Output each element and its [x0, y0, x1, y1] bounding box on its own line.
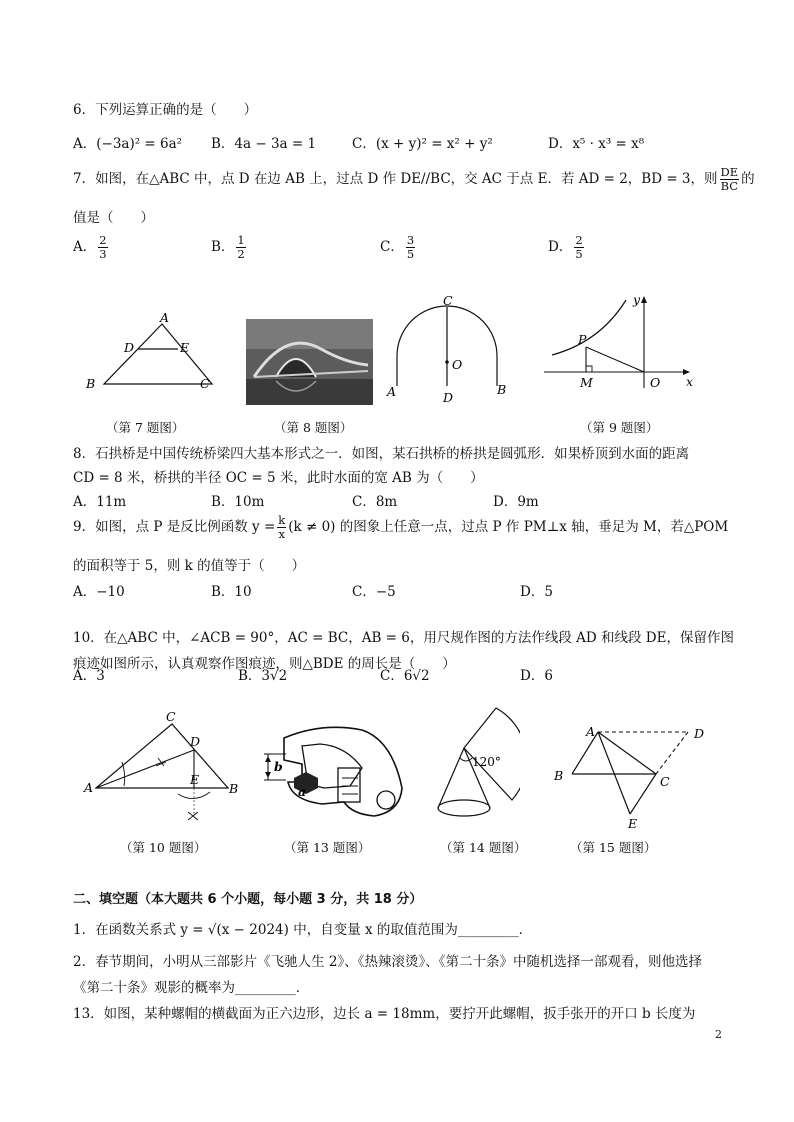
fig10-label-b: B	[229, 781, 239, 796]
fill-q13: 13．如图，某种螺帽的横截面为正六边形，边长 a = 18mm，要拧开此螺帽，扳手张开的开口 b 长度为	[73, 1006, 696, 1022]
fill-q2-line-2: 《第二十条》观影的概率为_________．	[73, 980, 310, 996]
figure-13-caption: （第 13 题图）	[284, 840, 371, 855]
arch-label-c: C	[443, 294, 453, 308]
q6-option-d: D．x⁵ · x³ = x⁸	[548, 136, 645, 152]
fig9-label-x: x	[686, 374, 694, 389]
fig7-label-d: D	[124, 340, 135, 355]
q7-stem-2: 值是（ ）	[73, 210, 154, 226]
figure-8-caption: （第 8 题图）	[274, 420, 353, 435]
section-2-title: 二、填空题（本大题共 6 个小题，每小题 3 分，共 18 分）	[73, 892, 423, 907]
figure-10-construction	[82, 708, 242, 826]
fig10-label-d: D	[190, 734, 201, 749]
q9-option-b: B．10	[211, 584, 252, 600]
q10-option-b: B．3√2	[238, 668, 288, 684]
q8-option-d: D．9m	[493, 494, 539, 510]
q6-option-b: B．4a − 3a = 1	[211, 136, 317, 152]
q7-option-a: A． $\frac{2}{3}$	[73, 233, 107, 261]
fig15-label-c: C	[660, 774, 670, 789]
figure-14-caption: （第 14 题图）	[440, 840, 527, 855]
fig9-label-o: O	[650, 375, 661, 390]
q9-option-a: A．−10	[73, 584, 125, 600]
fig13-label-a: a	[298, 784, 307, 799]
fig10-label-c: C	[166, 709, 176, 724]
fig13-label-b: b	[274, 759, 283, 774]
q7-option-d: D． $\frac{2}{5}$	[548, 233, 583, 261]
fig7-label-a: A	[160, 310, 170, 325]
fig7-label-c: C	[200, 376, 210, 391]
q9-option-d: D．5	[520, 584, 553, 600]
figure-9-graph	[540, 292, 700, 392]
fig10-label-a: A	[84, 780, 94, 795]
arch-label-b: B	[497, 382, 507, 397]
q8-line-2: CD = 8 米，桥拱的半径 OC = 5 米，此时水面的宽 AB 为（ ）	[73, 470, 484, 486]
q10-option-d: D．6	[520, 668, 553, 684]
figure-7-caption: （第 7 题图）	[106, 420, 185, 435]
q7-option-c: C． $\frac{3}{5}$	[380, 233, 415, 261]
q8-option-a: A．11m	[73, 494, 127, 510]
fig15-label-b: B	[554, 768, 564, 783]
q10-line-2: 痕迹如图所示，认真观察作图痕迹，则△BDE 的周长是（ ）	[73, 656, 456, 672]
q9-option-c: C．−5	[352, 584, 396, 600]
figure-10-caption: （第 10 题图）	[120, 840, 207, 855]
fill-q2-line-1: 2．春节期间，小明从三部影片《飞驰人生 2》、《热辣滚烫》、《第二十条》中随机选择一部观看，则他选择	[73, 954, 702, 970]
figure-7-triangle	[80, 308, 220, 396]
q6-option-c: C．(x + y)² = x² + y²	[352, 136, 493, 152]
fig9-label-y: y	[633, 292, 641, 307]
q8-option-b: B．10m	[211, 494, 265, 510]
fill-q1: 1．在函数关系式 y = √(x − 2024) 中，自变量 x 的取值范围为_________．	[73, 922, 533, 938]
fig9-label-p: P	[578, 332, 587, 347]
figure-14-cone-sector	[430, 704, 520, 826]
fig7-label-b: B	[86, 376, 96, 391]
figure-8-bridge-photo	[246, 319, 373, 405]
fig10-label-e: E	[190, 772, 200, 787]
q7-fraction: $\frac{DE}{BC}$	[720, 165, 739, 193]
q10-option-a: A．3	[73, 668, 105, 684]
q10-line-1: 10．在△ABC 中，∠ACB = 90°，AC = BC，AB = 6，用尺规作图的方法作线段 AD 和线段 DE，保留作图	[73, 630, 734, 646]
figure-8-arch-diagram	[383, 294, 513, 406]
figure-15-triangles	[552, 718, 712, 830]
q10-option-c: C．6√2	[380, 668, 430, 684]
q6-option-a: A．(−3a)² = 6a²	[73, 136, 183, 152]
fig15-label-a: A	[586, 724, 596, 739]
q8-line-1: 8．石拱桥是中国传统桥梁四大基本形式之一．如图，某石拱桥的桥拱是圆弧形．如果桥顶到水面的距离	[73, 446, 690, 462]
arch-label-a: A	[387, 384, 397, 399]
fig15-label-d: D	[694, 726, 705, 741]
figure-13-wrench	[262, 716, 412, 824]
q6-stem: 6．下列运算正确的是（ ）	[73, 102, 258, 118]
arch-label-o: O	[452, 357, 463, 372]
q7-stem: 7．如图，在△ABC 中，点 D 在边 AB 上，过点 D 作 DE//BC，交 AC 于点 E．若 AD = 2，BD = 3，则 $\frac{DE}{BC}$ 的	[73, 165, 755, 193]
fig14-angle-label: 120°	[472, 755, 501, 769]
figure-9-caption: （第 9 题图）	[580, 420, 659, 435]
page-number: 2	[715, 1028, 722, 1041]
q9-line-2: 的面积等于 5，则 k 的值等于（ ）	[73, 558, 306, 574]
fig7-label-e: E	[180, 340, 190, 355]
q9-line-1: 9．如图，点 P 是反比例函数 y = $\frac{k}{x}$ (k ≠ 0) 的图象上任意一点，过点 P 作 PM⊥x 轴，垂足为 M，若△POM	[73, 513, 729, 541]
fig15-label-e: E	[628, 816, 638, 830]
arch-label-d: D	[443, 390, 454, 405]
figure-15-caption: （第 15 题图）	[570, 840, 657, 855]
fig9-label-m: M	[580, 375, 593, 390]
q7-option-b: B． $\frac{1}{2}$	[211, 233, 245, 261]
q8-option-c: C．8m	[352, 494, 398, 510]
